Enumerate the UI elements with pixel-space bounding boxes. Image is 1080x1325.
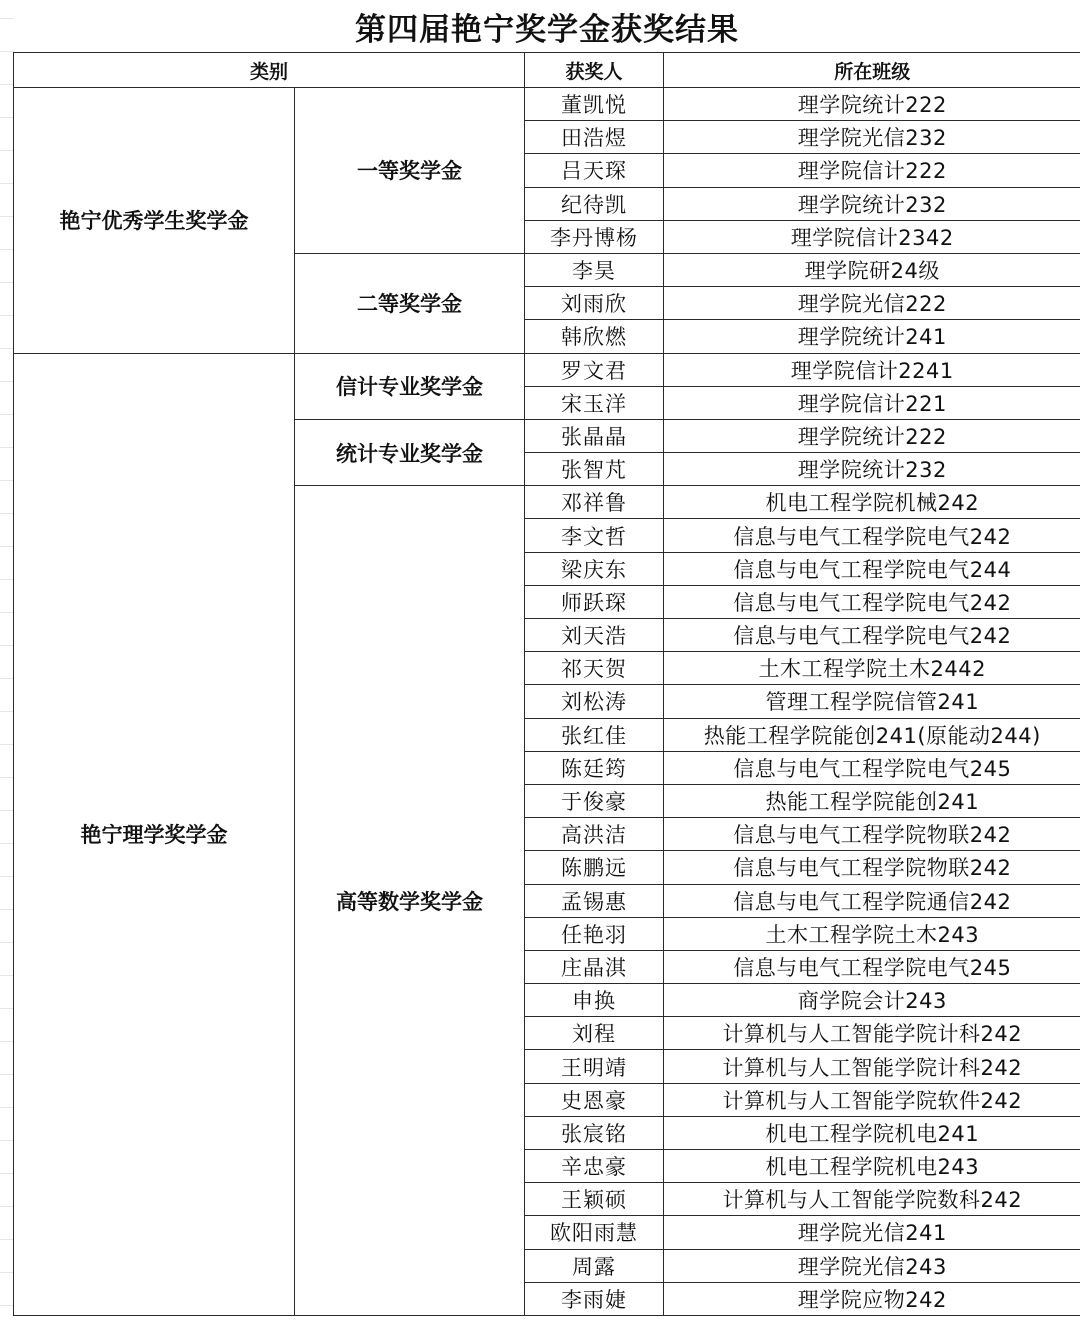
- scholarship-level: 信计专业奖学金: [295, 353, 525, 419]
- winner-name: 高洪洁: [525, 818, 664, 851]
- winner-class: 信息与电气工程学院电气242: [664, 619, 1080, 652]
- winner-class: 机电工程学院机械242: [664, 486, 1080, 519]
- sheet-gridline: [0, 84, 14, 85]
- winner-name: 李雨婕: [525, 1282, 664, 1315]
- winner-class: 理学院光信243: [664, 1249, 1080, 1282]
- scholarship-category: 艳宁理学奖学金: [14, 353, 295, 1315]
- sheet-gridline: [0, 447, 14, 448]
- winner-class: 计算机与人工智能学院数科242: [664, 1183, 1080, 1216]
- winner-class: 机电工程学院机电241: [664, 1116, 1080, 1149]
- table-header-row: [14, 53, 1080, 88]
- winner-class: 管理工程学院信管241: [664, 685, 1080, 718]
- sheet-gridline: [0, 348, 14, 349]
- sheet-gridline: [0, 744, 14, 745]
- sheet-gridline: [0, 1272, 14, 1273]
- winner-name: 欧阳雨慧: [525, 1216, 664, 1249]
- winner-name: 刘程: [525, 1017, 664, 1050]
- winner-name: 李文哲: [525, 519, 664, 552]
- winner-name: 梁庆东: [525, 552, 664, 585]
- page-title: 第四届艳宁奖学金获奖结果: [355, 11, 739, 48]
- sheet-gridline: [0, 1107, 14, 1108]
- winner-class: 理学院统计222: [664, 88, 1080, 121]
- winner-class: 信息与电气工程学院物联242: [664, 851, 1080, 884]
- sheet-gridline: [0, 381, 14, 382]
- sheet-gridline: [0, 777, 14, 778]
- winner-name: 吕天琛: [525, 154, 664, 187]
- sheet-gridline: [0, 1206, 14, 1207]
- winner-class: 理学院统计241: [664, 320, 1080, 353]
- winner-name: 李昊: [525, 253, 664, 286]
- winner-name: 邓祥鲁: [525, 486, 664, 519]
- winner-class: 信息与电气工程学院电气245: [664, 950, 1080, 983]
- winner-name: 任艳羽: [525, 917, 664, 950]
- sheet-gridline: [0, 942, 14, 943]
- winner-class: 理学院信计2342: [664, 220, 1080, 253]
- sheet-gridline: [0, 546, 14, 547]
- sheet-gridline: [0, 249, 14, 250]
- winner-name: 刘松涛: [525, 685, 664, 718]
- scholarship-level: 一等奖学金: [295, 88, 525, 254]
- sheet-gridline: [0, 315, 14, 316]
- sheet-gridline: [0, 216, 14, 217]
- winner-name: 史恩豪: [525, 1083, 664, 1116]
- sheet-gridline: [0, 645, 14, 646]
- table-row: [14, 88, 1080, 121]
- header-category: 类别: [14, 53, 525, 88]
- sheet-gridline: [0, 975, 14, 976]
- winner-name: 张红佳: [525, 718, 664, 751]
- scholarship-level: 高等数学奖学金: [295, 486, 525, 1316]
- winner-name: 祁天贺: [525, 652, 664, 685]
- winner-name: 陈鹏远: [525, 851, 664, 884]
- sheet-gridline: [0, 150, 14, 151]
- winner-name: 李丹博杨: [525, 220, 664, 253]
- winner-class: 理学院光信222: [664, 287, 1080, 320]
- sheet-gridline: [0, 612, 14, 613]
- sheet-gridline: [0, 51, 14, 52]
- sheet-gridline: [0, 843, 14, 844]
- winner-class: 理学院统计222: [664, 419, 1080, 452]
- scholarship-category: 艳宁优秀学生奖学金: [14, 88, 295, 354]
- winner-class: 热能工程学院能创241: [664, 784, 1080, 817]
- winner-class: 土木工程学院土木2442: [664, 652, 1080, 685]
- scholarship-level: 统计专业奖学金: [295, 419, 525, 485]
- winner-name: 师跃琛: [525, 585, 664, 618]
- winner-class: 信息与电气工程学院电气245: [664, 751, 1080, 784]
- sheet-gridline: [0, 183, 14, 184]
- winner-name: 辛忠豪: [525, 1150, 664, 1183]
- sheet-gridline: [0, 810, 14, 811]
- sheet-gridline: [0, 678, 14, 679]
- winner-class: 理学院统计232: [664, 453, 1080, 486]
- winner-class: 计算机与人工智能学院计科242: [664, 1017, 1080, 1050]
- winner-name: 罗文君: [525, 353, 664, 386]
- winner-name: 张宸铭: [525, 1116, 664, 1149]
- header-class: 所在班级: [664, 53, 1080, 88]
- winner-class: 理学院信计222: [664, 154, 1080, 187]
- winner-class: 计算机与人工智能学院计科242: [664, 1050, 1080, 1083]
- table-row: [14, 353, 1080, 386]
- winner-class: 理学院应物242: [664, 1282, 1080, 1315]
- winner-name: 于俊豪: [525, 784, 664, 817]
- winner-class: 信息与电气工程学院通信242: [664, 884, 1080, 917]
- winner-name: 刘雨欣: [525, 287, 664, 320]
- winner-name: 申换: [525, 984, 664, 1017]
- winner-name: 孟锡惠: [525, 884, 664, 917]
- winner-name: 周露: [525, 1249, 664, 1282]
- winner-class: 理学院光信232: [664, 121, 1080, 154]
- winner-class: 商学院会计243: [664, 984, 1080, 1017]
- winner-class: 热能工程学院能创241(原能动244): [664, 718, 1080, 751]
- sheet-gridline: [0, 1305, 14, 1306]
- winner-name: 刘天浩: [525, 619, 664, 652]
- winner-class: 理学院信计2241: [664, 353, 1080, 386]
- winner-class: 信息与电气工程学院电气244: [664, 552, 1080, 585]
- winner-class: 信息与电气工程学院电气242: [664, 585, 1080, 618]
- sheet-gridline: [0, 1008, 14, 1009]
- sheet-gridline: [0, 18, 14, 19]
- award-results-table: [13, 52, 1080, 1316]
- winner-name: 韩欣燃: [525, 320, 664, 353]
- winner-class: 理学院研24级: [664, 253, 1080, 286]
- sheet-gridline: [0, 711, 14, 712]
- winner-class: 理学院统计232: [664, 187, 1080, 220]
- winner-name: 王明靖: [525, 1050, 664, 1083]
- sheet-gridline: [0, 579, 14, 580]
- winner-class: 理学院光信241: [664, 1216, 1080, 1249]
- sheet-gridline: [0, 1239, 14, 1240]
- sheet-gridline: [0, 1074, 14, 1075]
- winner-name: 纪待凯: [525, 187, 664, 220]
- winner-name: 张晶晶: [525, 419, 664, 452]
- header-winner: 获奖人: [525, 53, 664, 88]
- sheet-gridline: [0, 876, 14, 877]
- winner-class: 计算机与人工智能学院软件242: [664, 1083, 1080, 1116]
- sheet-gridline: [0, 1041, 14, 1042]
- winner-class: 土木工程学院土木243: [664, 917, 1080, 950]
- sheet-gridline: [0, 480, 14, 481]
- winner-class: 理学院信计221: [664, 386, 1080, 419]
- sheet-gridline: [0, 909, 14, 910]
- sheet-gridline: [0, 117, 14, 118]
- winner-class: 信息与电气工程学院物联242: [664, 818, 1080, 851]
- sheet-gridline: [0, 282, 14, 283]
- winner-name: 董凯悦: [525, 88, 664, 121]
- winner-class: 信息与电气工程学院电气242: [664, 519, 1080, 552]
- sheet-gridline: [0, 513, 14, 514]
- winner-name: 庄晶淇: [525, 950, 664, 983]
- sheet-gridline: [0, 1140, 14, 1141]
- winner-name: 王颖硕: [525, 1183, 664, 1216]
- sheet-gridline: [0, 414, 14, 415]
- winner-name: 田浩煜: [525, 121, 664, 154]
- winner-name: 张智芃: [525, 453, 664, 486]
- winner-name: 陈廷筠: [525, 751, 664, 784]
- winner-class: 机电工程学院机电243: [664, 1150, 1080, 1183]
- scholarship-level: 二等奖学金: [295, 253, 525, 353]
- sheet-gridline: [0, 1173, 14, 1174]
- winner-name: 宋玉洋: [525, 386, 664, 419]
